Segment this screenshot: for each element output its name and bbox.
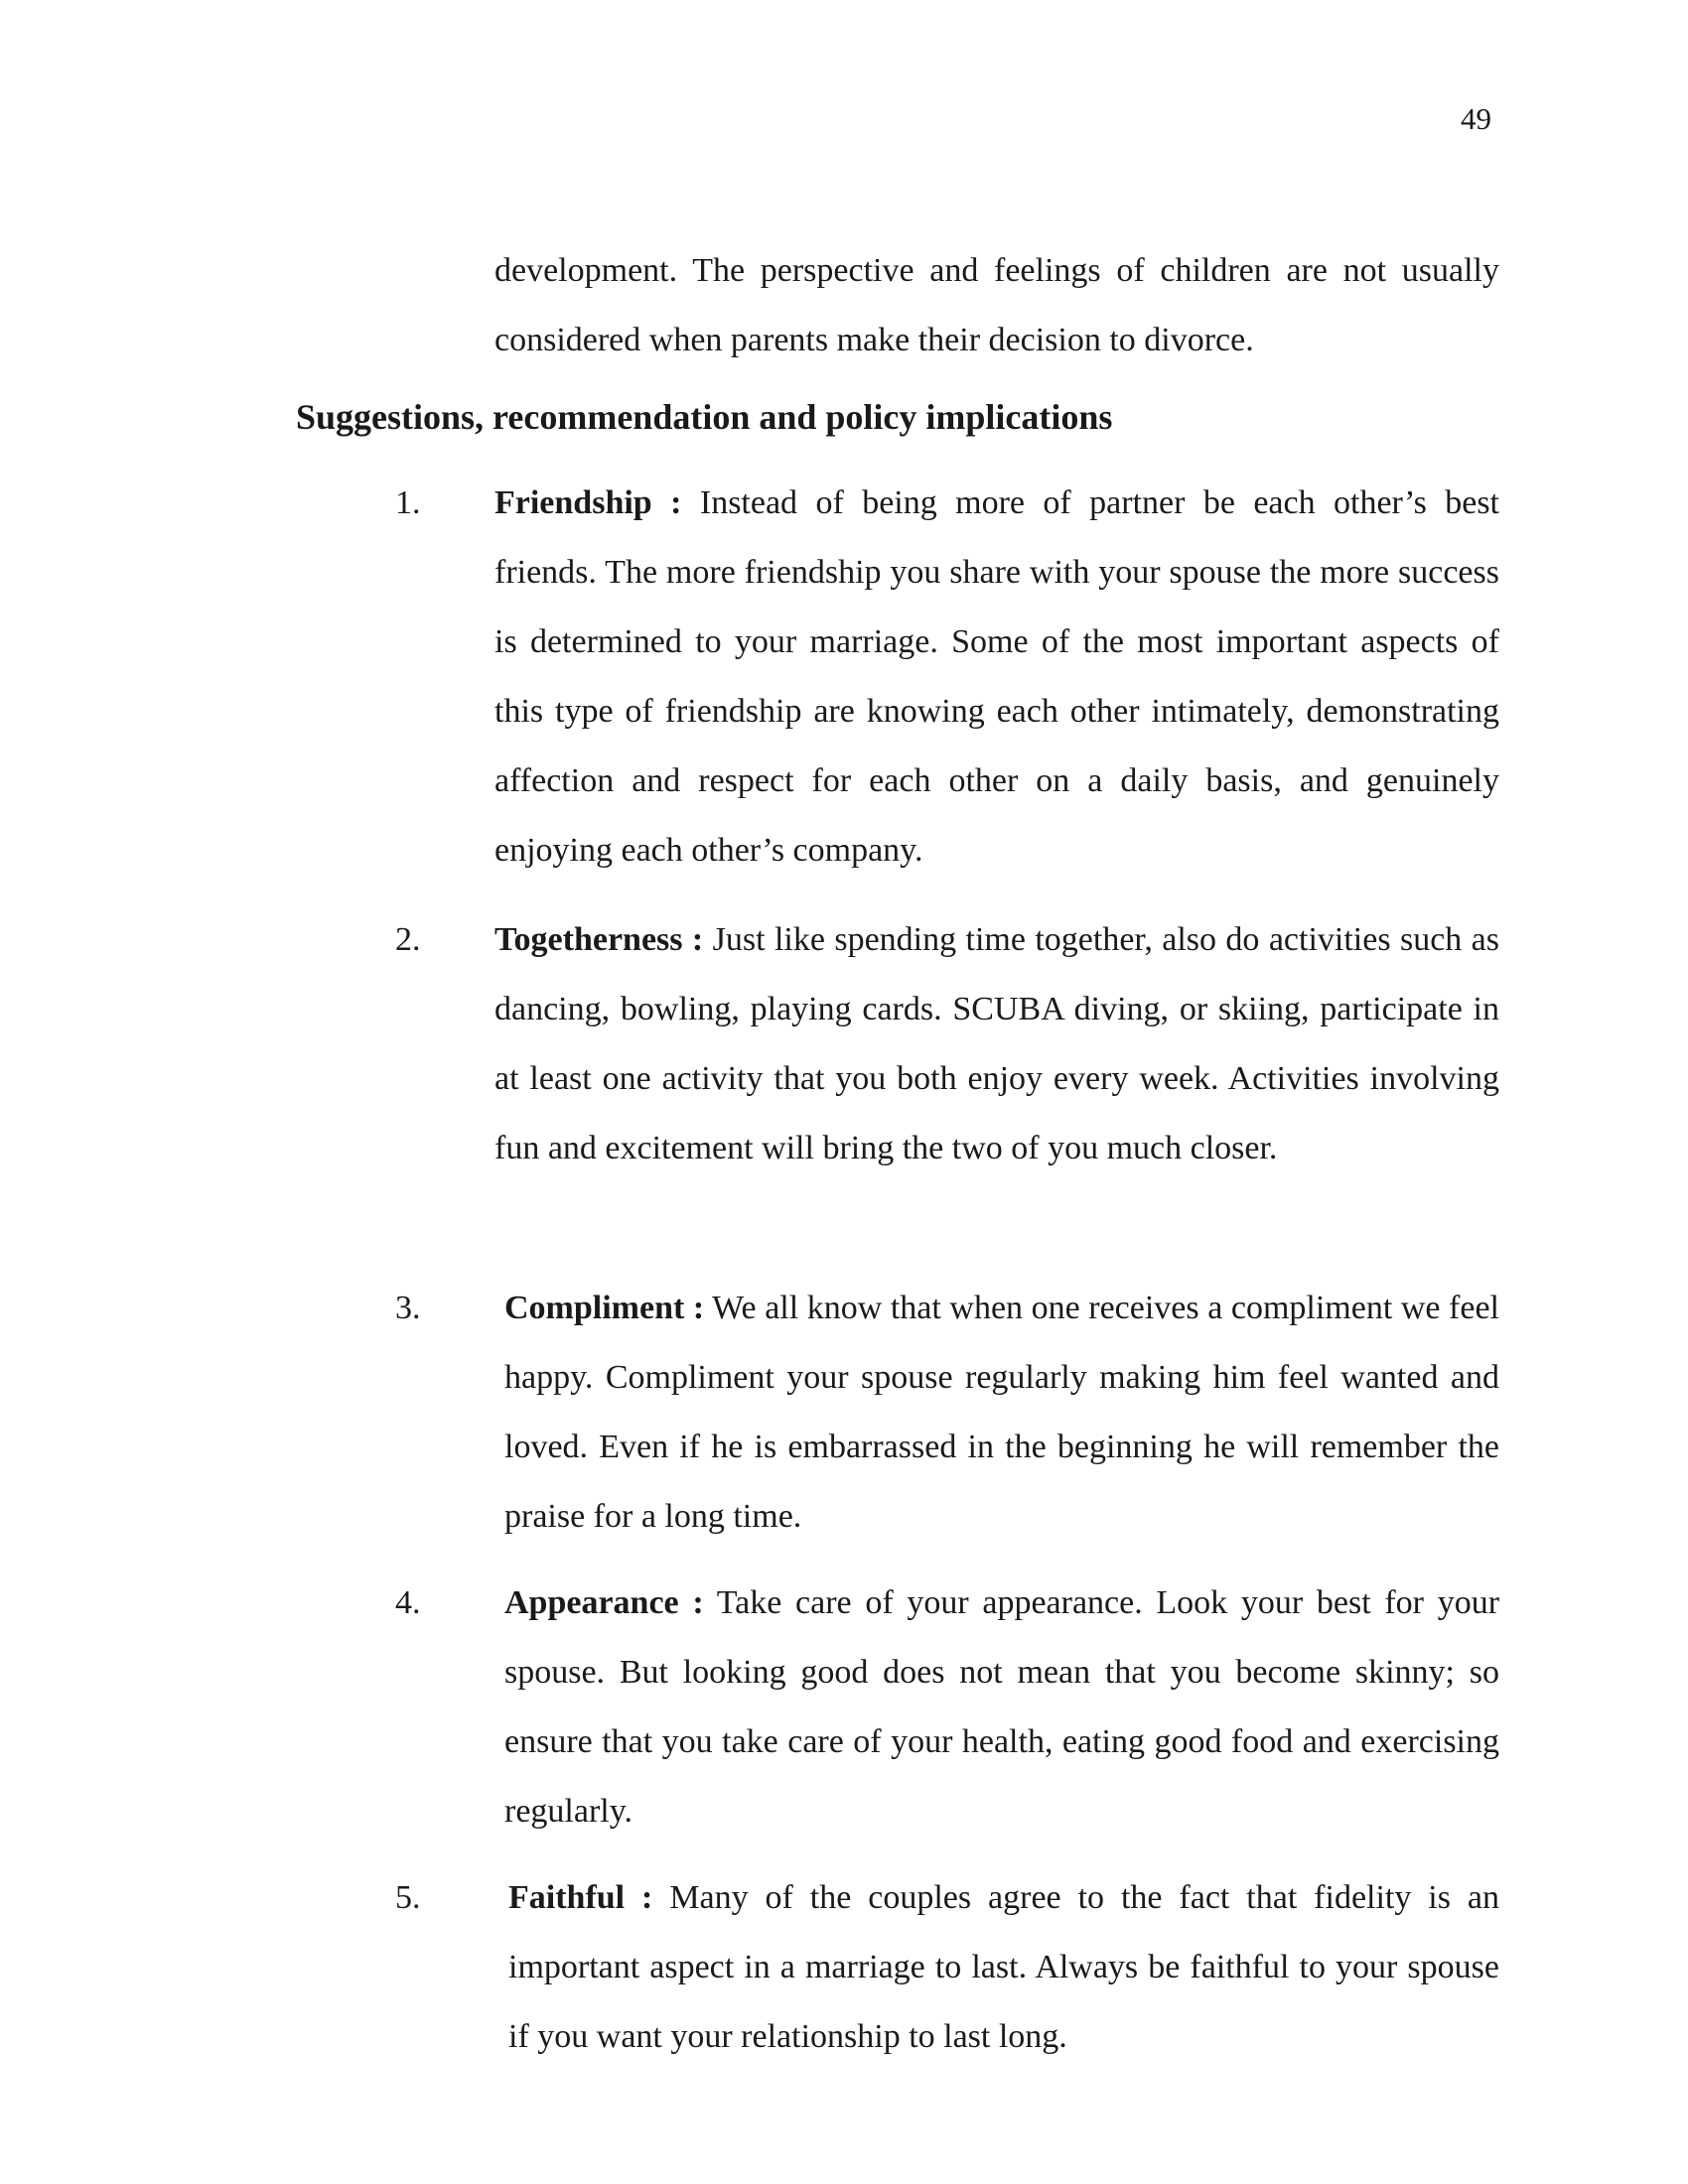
list-item-text: Many of the couples agree to the fact that fidelity is an important aspect in a marriage to last. Always be faithful to your spouse if you want your relationship to last long. (508, 1879, 1499, 2055)
list-item-number: 4. (395, 1584, 421, 1621)
continuation-paragraph: development. The perspective and feelings of children are not usually considered when parents make their decision to divorce. (494, 252, 1499, 358)
list-item-text: Just like spending time together, also do activities such as dancing, bowling, playing cards. SCUBA diving, or skiing, participate in at least one activity that you both enjoy every week. Activities involving fun and excitement will bring the two of you much closer. (494, 921, 1499, 1166)
list-item-body (504, 1274, 1499, 1552)
list-item-number: 2. (395, 921, 421, 958)
page-number: 49 (1461, 101, 1491, 136)
list-item-number: 3. (395, 1290, 421, 1326)
list-item-title: Friendship : (494, 484, 682, 521)
list-item-title: Faithful : (508, 1879, 653, 1916)
list-item-body (494, 905, 1499, 1183)
list-item-text: Instead of being more of partner be each other’s best friends. The more friendship you share with your spouse the more success is determined to your marriage. Some of the most important aspects of this type of friendship are knowing each other intimately, demonstrating affection and respect for each other on a daily basis, and genuinely enjoying each other’s company. (494, 484, 1499, 869)
list-item-text: We all know that when one receives a compliment we feel happy. Compliment your spouse regularly making him feel wanted and loved. Even if he is embarrassed in the beginning he will remember the praise for a long time. (504, 1290, 1499, 1535)
section-heading: Suggestions, recommendation and policy implications (296, 397, 1113, 437)
list-item-title: Togetherness : (494, 921, 704, 958)
list-item-body (504, 1569, 1499, 1846)
list-item-body (494, 469, 1499, 886)
list-item-number: 1. (395, 484, 421, 521)
list-item-number: 5. (395, 1879, 421, 1916)
list-item-text: Take care of your appearance. Look your best for your spouse. But looking good does not mean that you become skinny; so ensure that you take care of your health, eating good food and exercising regularly. (504, 1584, 1500, 1830)
list-item-title: Appearance : (504, 1584, 704, 1621)
list-item-body (508, 1863, 1499, 2072)
list-item-title: Compliment : (504, 1290, 705, 1326)
